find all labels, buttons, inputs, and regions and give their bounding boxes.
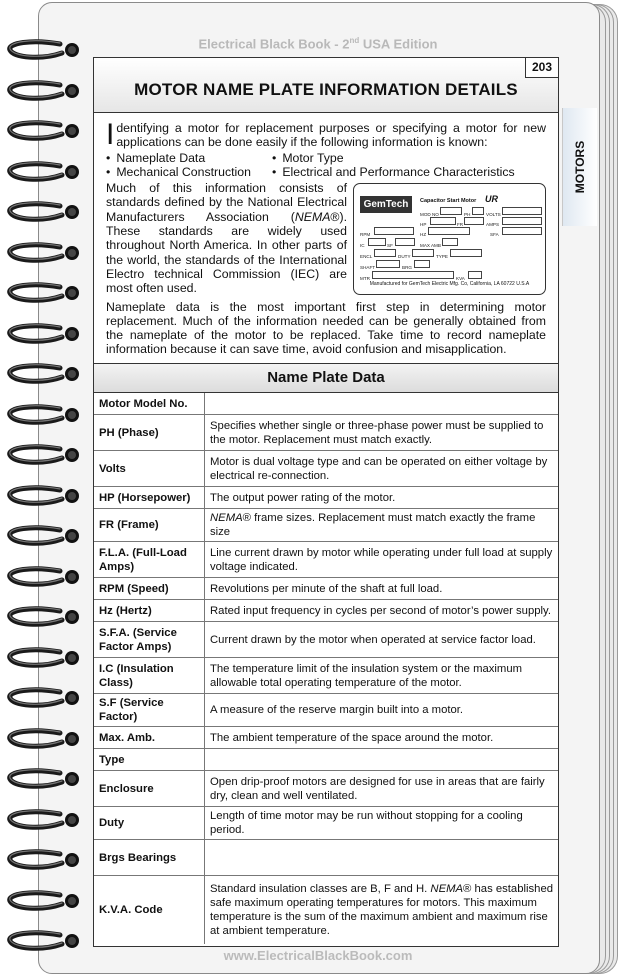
spiral-ring [2,198,84,224]
row-description [205,393,559,415]
table-row [94,771,558,807]
np-field-box [440,207,462,215]
np-field-box [430,217,456,225]
title-bar [94,58,558,113]
intro-para-1: dentifying a motor for replacement purposes or specifying a motor for new applications can be done easily if the following information is known: [116,121,546,150]
np-field-box [442,238,458,246]
row-term: PH (Phase) [94,415,205,451]
page-title: MOTOR NAME PLATE INFORMATION DETAILS [134,80,518,99]
np-label: HZ [420,232,427,238]
table-row [94,509,558,542]
row-term: Brgs Bearings [94,840,205,876]
row-description: A measure of the reserve margin built into a motor. [205,694,559,727]
row-term: Volts [94,451,205,487]
nameplate-manufacturer: Manufactured for GemTech Electric Mfg. Co, California, LA 60722 U.S.A [369,280,530,287]
np-field-box [414,260,430,268]
row-description: The temperature limit of the insulation system or the maximum allowable total operating temperature of the motor. [205,658,559,694]
spiral-ring [2,77,84,103]
np-label: VOLTS [486,212,501,218]
table-row [94,578,558,600]
np-label: DUTY [398,254,411,260]
spiral-ring [2,117,84,143]
nameplate-figure [353,183,546,294]
bullet-list [106,151,546,180]
row-term: F.L.A. (Full-Load Amps) [94,542,205,578]
np-field-box [450,249,482,257]
spiral-ring [2,603,84,629]
spiral-ring [2,806,84,832]
dropcap: I [106,118,115,151]
table-row [94,807,558,840]
page-number: 203 [525,57,559,78]
np-label: SF [387,243,393,249]
intro-para-2: Much of this information consists of standards defined by the National Electrical Manufacturers Association (NEMA®). These standards are widely used throughout North America. In other parts of the world, the standards of the International Electro technical Commission (IEC) are most often used. [106,181,347,296]
table-row [94,694,558,727]
row-description [205,840,559,876]
row-term: K.V.A. Code [94,876,205,944]
row-description [205,749,559,771]
row-description: The output power rating of the motor. [205,487,559,509]
spiral-ring [2,644,84,670]
row-term: S.F (Service Factor) [94,694,205,727]
np-label: IC [360,243,365,249]
row-term: Hz (Hertz) [94,600,205,622]
row-description: Rated input frequency in cycles per second of motor’s power supply. [205,600,559,622]
intro-text [94,113,558,357]
row-description: Open drip-proof motors are designed for use in areas that are fairly dry, clean and well ventilated. [205,771,559,807]
row-term: I.C (Insulation Class) [94,658,205,694]
np-field-box [395,238,415,246]
name-plate-data-heading: Name Plate Data [94,363,558,393]
spiral-ring [2,684,84,710]
bullet-item: • Nameplate Data [106,151,272,165]
table-row [94,393,558,415]
spiral-ring [2,279,84,305]
np-label: KVA [456,276,465,282]
table-row [94,542,558,578]
table-row [94,658,558,694]
nameplate-title: Capacitor Start Motor [420,198,477,205]
table-row [94,622,558,658]
row-term: Max. Amb. [94,727,205,749]
spiral-ring [2,563,84,589]
ur-mark-icon: UR [485,194,498,205]
np-field-box [374,249,396,257]
row-term: Duty [94,807,205,840]
row-description: Line current drawn by motor while operating under full load at supply voltage indicated. [205,542,559,578]
row-description: Specifies whether single or three-phase power must be supplied to the motor. Replacement must match exactly. [205,415,559,451]
np-label: SHAFT [360,265,376,271]
row-description: Standard insulation classes are B, F and H. NEMA® has established safe maximum operating temperatures for motors. This maximum temperature is the sum of the maximum ambient and maximum rise at ambient temperature. [210,883,554,937]
spiral-ring [2,441,84,467]
row-description: Motor is dual voltage type and can be operated on either voltage by electrical re-connection. [205,451,559,487]
footer-url[interactable]: www.ElectricalBlackBook.com [223,948,413,963]
table-row [94,415,558,451]
np-label: SFA [490,232,499,238]
spiral-ring [2,401,84,427]
np-field-box [502,227,542,235]
np-label: FR [457,222,464,228]
np-label: MAX AMB [420,243,441,249]
np-label: HP [420,222,427,228]
spiral-ring [2,320,84,346]
np-field-box [428,227,470,235]
spiral-ring [2,725,84,751]
gemtech-logo: GemTech [360,196,412,213]
table-row [94,451,558,487]
spiral-ring [2,482,84,508]
bullet-item: • Motor Type [272,151,546,165]
table-row [94,876,558,944]
row-description: Revolutions per minute of the shaft at full load. [205,578,559,600]
table-row [94,487,558,509]
spiral-ring [2,522,84,548]
side-tab-motors[interactable]: MOTORS [562,108,597,226]
nameplate [353,183,546,295]
np-field-box [464,217,484,225]
np-field-box [374,227,414,235]
content-frame [93,57,559,947]
table-row [94,840,558,876]
np-label: TYPE [436,254,448,260]
row-description: NEMA® frame sizes. Replacement must match exactly the frame size [205,509,559,542]
spiral-ring [2,846,84,872]
spiral-ring [2,887,84,913]
row-term: Enclosure [94,771,205,807]
row-description: Current drawn by the motor when operated at service factor load. [205,622,559,658]
spiral-ring [2,765,84,791]
row-term: S.F.A. (Service Factor Amps) [94,622,205,658]
row-description: The ambient temperature of the space around the motor. [205,727,559,749]
spiral-ring [2,360,84,386]
row-term: HP (Horsepower) [94,487,205,509]
name-plate-data-table [94,393,558,944]
intro-para-3: Nameplate data is the most important first step in determining motor replacement. Much of the information needed can be generally obtained from the nameplate of the motor to be replaced. Take time to record nameplate information because it can save time, avoid confusion and misapplication. [106,299,546,357]
np-field-box [412,249,434,257]
spiral-ring [2,158,84,184]
edition-header: Electrical Black Book - 2nd USA Edition [198,36,438,52]
np-label: AMPS [486,222,500,228]
row-term: Motor Model No. [94,393,205,415]
np-field-box [368,238,386,246]
spiral-ring [2,239,84,265]
np-label: PH [464,212,471,218]
np-label: BRG [402,265,412,271]
np-label: RPM [360,232,371,238]
np-field-box [502,217,542,225]
bullet-item: • Electrical and Performance Characteristics [272,165,546,179]
np-label: MTR [360,276,370,282]
np-field-box [472,207,484,215]
table-row [94,600,558,622]
row-term: Type [94,749,205,771]
table-row [94,727,558,749]
np-label: MOD NO [420,212,439,218]
row-term: RPM (Speed) [94,578,205,600]
np-field-box [502,207,542,215]
bullet-item: • Mechanical Construction [106,165,272,179]
np-label: ENCL [360,254,373,260]
np-field-box [376,260,400,268]
row-description: Length of time motor may be run without stopping for a cooling period. [205,807,559,840]
table-row [94,749,558,771]
row-term: FR (Frame) [94,509,205,542]
